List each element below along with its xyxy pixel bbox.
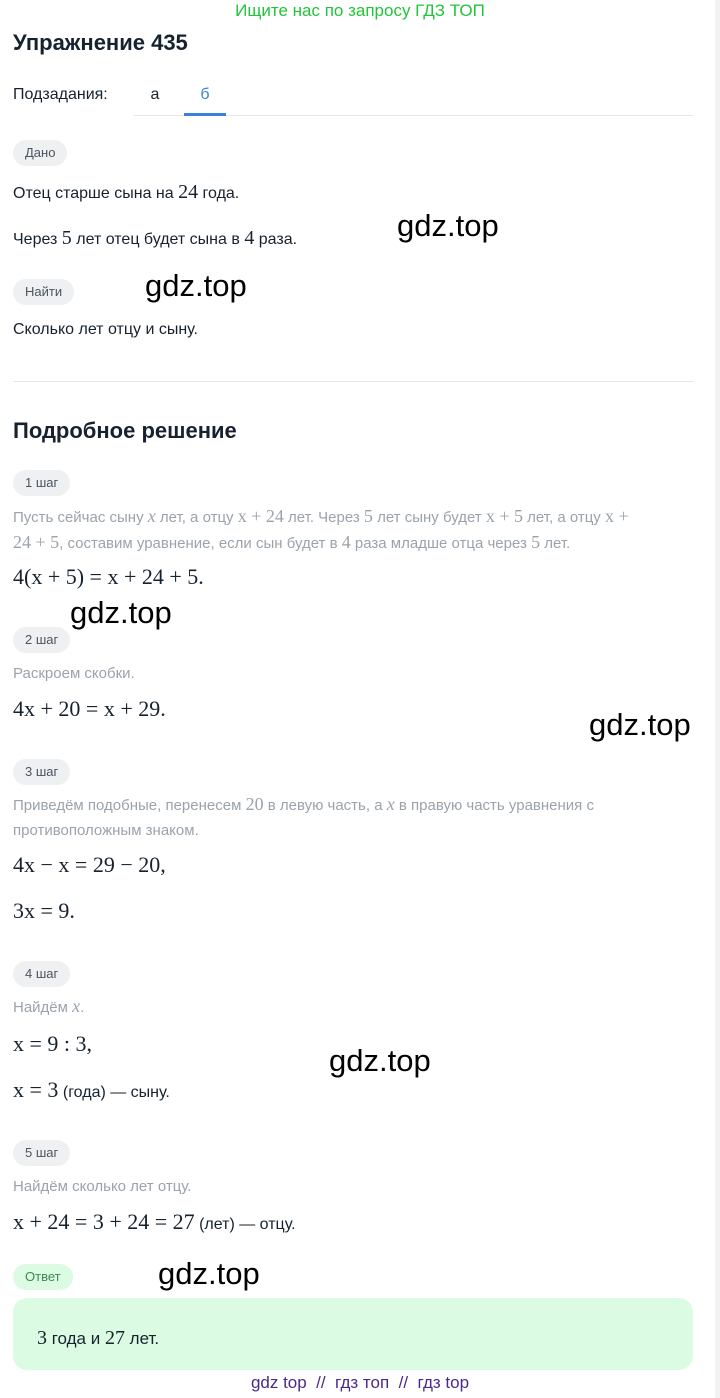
step-4-equation-1: x = 9 : 3, xyxy=(13,1031,93,1056)
given-number: 5 xyxy=(61,227,72,249)
tab-subtask-b[interactable]: б xyxy=(200,86,210,103)
given-pill: Дано xyxy=(13,140,67,166)
given-line-2 xyxy=(13,227,297,250)
subtasks-label: Подзадания: xyxy=(13,86,108,103)
given-text: Через xyxy=(13,231,62,248)
solution-title: Подробное решение xyxy=(13,418,237,443)
answer-pill: Ответ xyxy=(13,1264,73,1290)
given-text: лет отец будет сына в xyxy=(71,231,245,248)
answer-text: 3 года и 27 лет. xyxy=(37,1327,160,1349)
step-1-equation: 4(x + 5) = x + 24 + 5. xyxy=(13,564,204,589)
watermark: gdz.top xyxy=(329,1043,431,1078)
active-tab-indicator xyxy=(184,113,226,116)
step-1-text: Пусть сейчас сыну x лет, а отцу x + 24 лет. Через 5 лет сыну будет x + 5 лет, а отцу x + 24 + 5, составим уравнение, если сын будет в 4 раза младше отца через 5 лет. xyxy=(13,506,629,552)
given-text: Отец старше сына на xyxy=(13,185,179,202)
given-text: года. xyxy=(198,185,240,202)
given-number: 4 xyxy=(244,227,255,249)
step-5-pill: 5 шаг xyxy=(13,1140,70,1166)
page-title: Упражнение 435 xyxy=(13,30,188,55)
footer-links[interactable]: gdz top // гдз топ // гдз top xyxy=(250,1373,470,1392)
find-text: Сколько лет отцу и сыну. xyxy=(13,321,198,338)
watermark: gdz.top xyxy=(397,208,499,243)
watermark: gdz.top xyxy=(158,1256,260,1291)
section-divider xyxy=(13,381,693,382)
tab-subtask-a[interactable]: а xyxy=(150,86,160,103)
step-2-pill: 2 шаг xyxy=(13,627,70,653)
step-5-equation: x + 24 = 3 + 24 = 27 (лет) — отцу. xyxy=(13,1209,296,1234)
step-3-equation-1: 4x − x = 29 − 20, xyxy=(13,852,166,877)
step-4-text: Найдём x. xyxy=(13,996,85,1016)
step-3-pill: 3 шаг xyxy=(13,759,70,785)
watermark: gdz.top xyxy=(589,707,691,742)
step-4-pill: 4 шаг xyxy=(13,961,70,987)
watermark: gdz.top xyxy=(145,268,247,303)
step-4-equation-2: x = 3 (года) — сыну. xyxy=(13,1077,170,1102)
step-2-text: Раскроем скобки. xyxy=(13,665,135,682)
given-number: 24 xyxy=(178,181,199,203)
step-1-pill: 1 шаг xyxy=(13,470,70,496)
find-pill: Найти xyxy=(13,279,74,305)
step-5-text: Найдём сколько лет отцу. xyxy=(13,1178,192,1195)
step-2-equation: 4x + 20 = x + 29. xyxy=(13,696,166,721)
step-3-equation-2: 3x = 9. xyxy=(13,898,75,923)
given-text: раза. xyxy=(254,231,298,248)
watermark: gdz.top xyxy=(70,595,172,630)
top-banner: Ищите нас по запросу ГДЗ ТОП xyxy=(235,1,485,20)
page-scrollbar[interactable] xyxy=(715,0,720,1398)
step-3-text: Приведём подобные, перенесем 20 в левую часть, а x в правую часть уравнения с противоположным знаком. xyxy=(13,794,594,839)
given-line-1 xyxy=(13,181,239,204)
